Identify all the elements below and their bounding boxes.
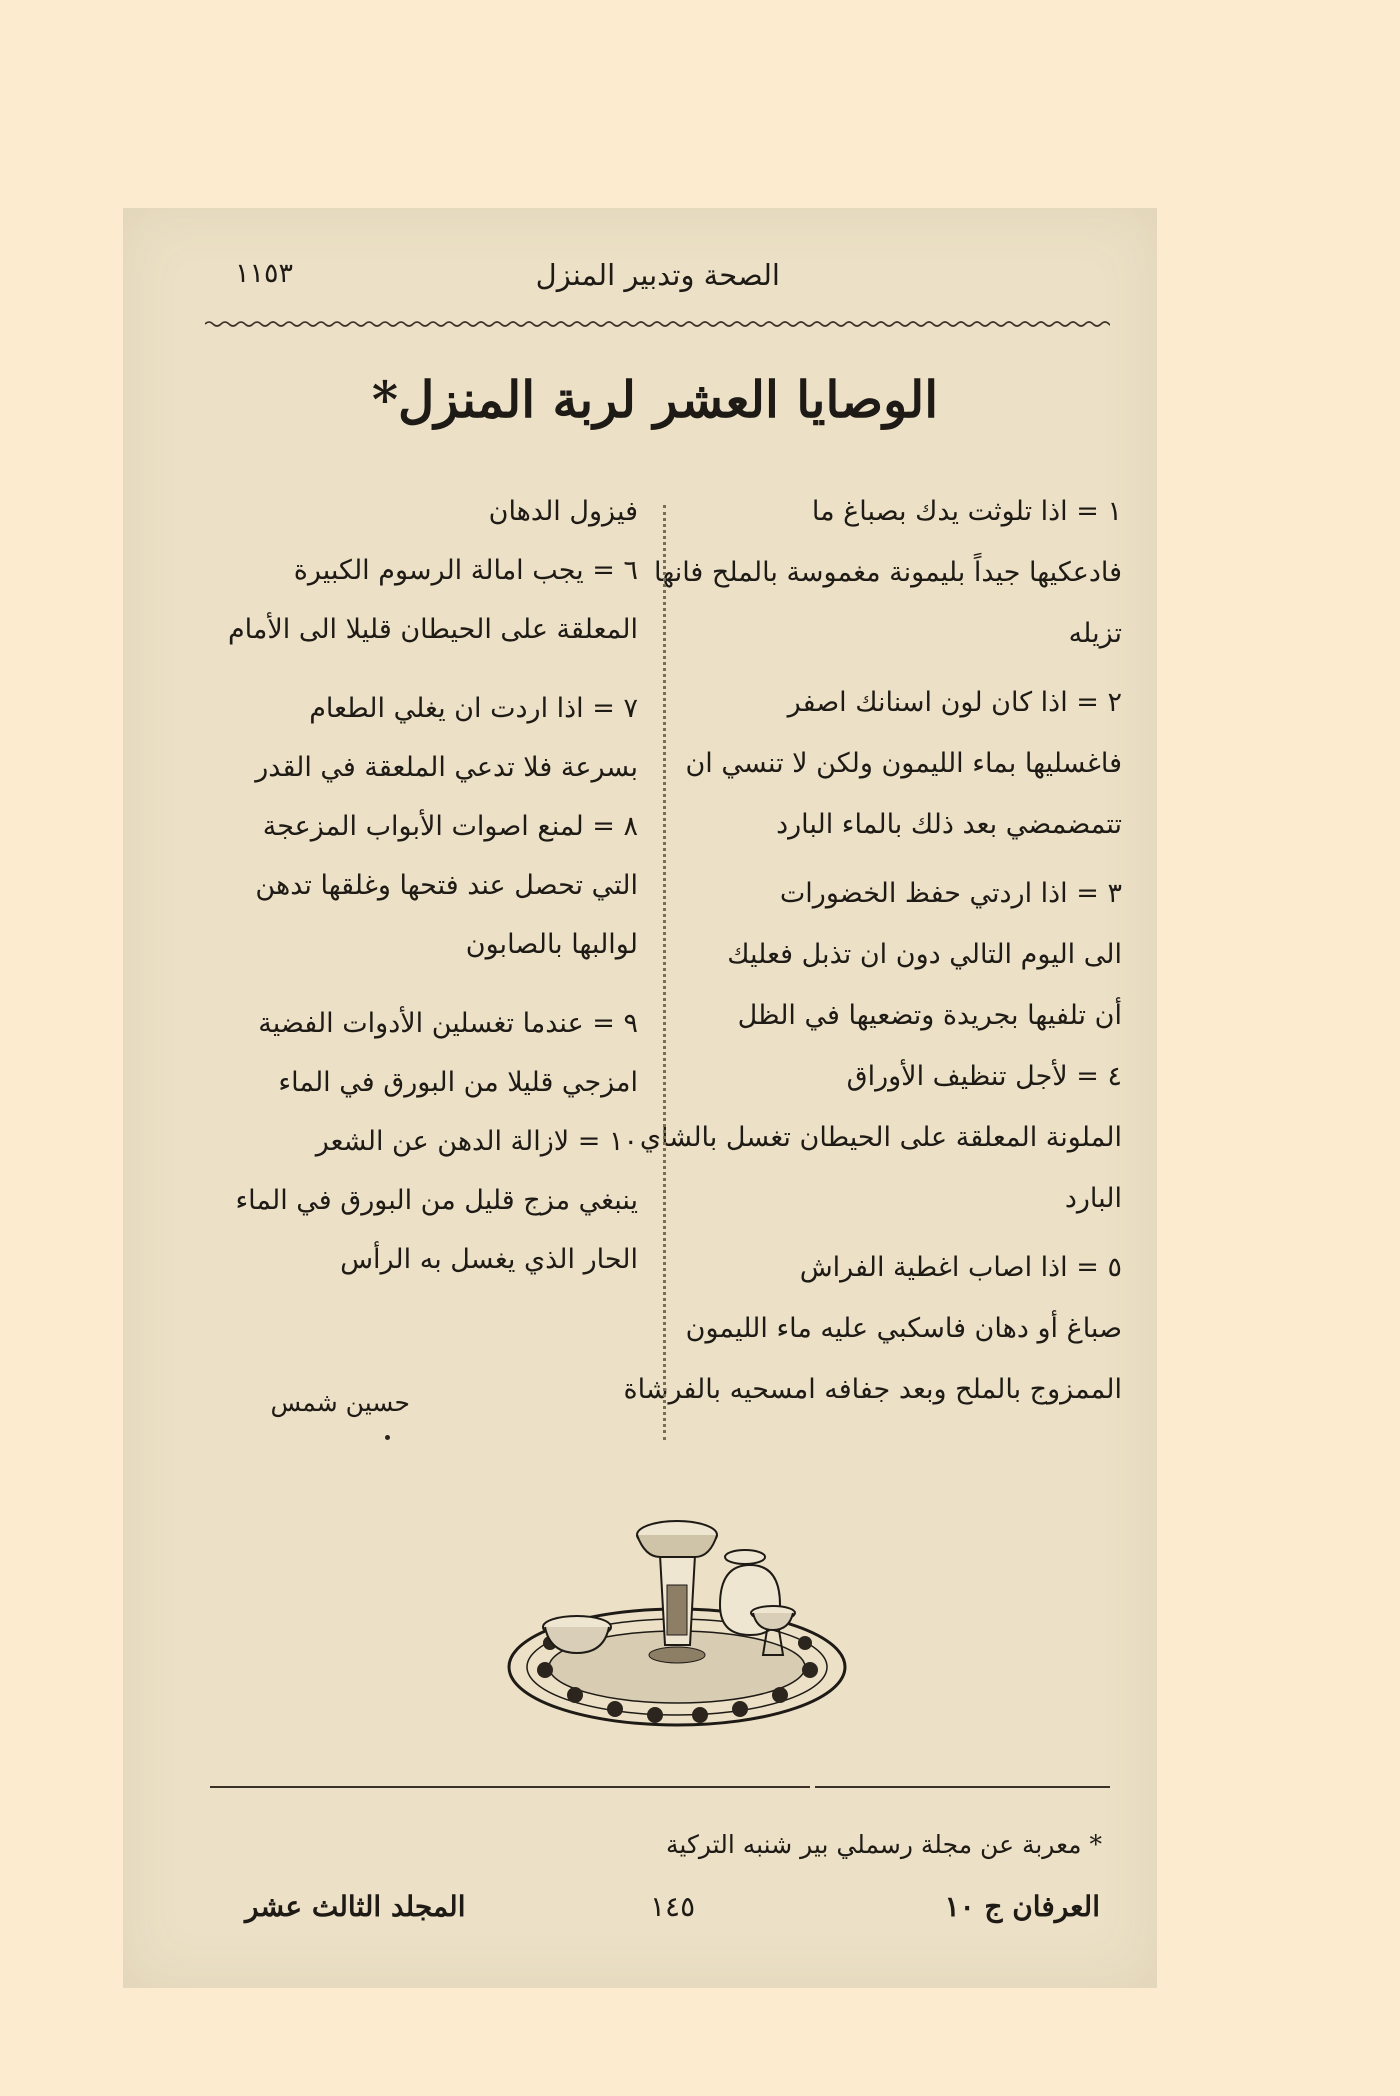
text-line: ٣ = اذا اردتي حفظ الخضورات	[779, 878, 1122, 909]
text-line: الملونة المعلقة على الحيطان تغسل بالشاي	[639, 1122, 1122, 1153]
footer-page-number: ١٤٥	[650, 1890, 696, 1923]
text-line: فيزول الدهان	[488, 496, 638, 527]
column-divider	[663, 505, 666, 1440]
text-line: ٦ = يجب امالة الرسوم الكبيرة	[293, 555, 638, 586]
text-line: ٧ = اذا اردت ان يغلي الطعام	[309, 693, 638, 724]
text-line: ٩ = عندما تغسلين الأدوات الفضية	[258, 1008, 638, 1039]
text-line: فادعكيها جيداً بليمونة مغموسة بالملح فانها	[654, 557, 1122, 588]
right-column	[623, 492, 1122, 1431]
text-line: أن تلفيها بجريدة وتضعيها في الظل	[737, 1000, 1122, 1031]
ink-dot	[385, 1435, 390, 1440]
footnote-rule	[815, 1786, 1110, 1788]
page-footer	[230, 1890, 1100, 1934]
text-line: البارد	[1064, 1183, 1122, 1214]
section-title: الصحة وتدبير المنزل	[535, 258, 780, 292]
text-line: بسرعة فلا تدعي الملعقة في القدر	[255, 752, 638, 783]
text-line: ٥ = اذا اصاب اغطية الفراش	[799, 1252, 1122, 1283]
text-line: تزيله	[1068, 618, 1122, 649]
tea-set-illustration	[505, 1495, 850, 1735]
text-line: تتمضمضي بعد ذلك بالماء البارد	[776, 809, 1122, 840]
article-title: الوصايا العشر لربة المنزل*	[371, 370, 939, 429]
text-line: امزجي قليلا من البورق في الماء	[278, 1067, 638, 1098]
footnote-rule	[210, 1786, 810, 1788]
author-signature: حسين شمس	[270, 1388, 410, 1417]
text-line: التي تحصل عند فتحها وغلقها تدهن	[255, 870, 638, 901]
text-line: ١٠ = لازالة الدهن عن الشعر	[315, 1126, 638, 1157]
page-number: ١١٥٣	[235, 258, 294, 289]
text-line: صباغ أو دهان فاسكبي عليه ماء الليمون	[685, 1313, 1122, 1344]
text-line: ١ = اذا تلوثت يدك بصباغ ما	[811, 496, 1122, 527]
text-line: ينبغي مزج قليل من البورق في الماء	[235, 1185, 638, 1216]
footnote: * معربة عن مجلة رسملي بير شنبه التركية	[666, 1830, 1102, 1859]
text-line: لوالبها بالصابون	[465, 929, 638, 960]
wavy-rule	[205, 318, 1110, 330]
text-line: ٨ = لمنع اصوات الأبواب المزعجة	[262, 811, 638, 842]
running-head	[205, 258, 1110, 298]
text-line: الممزوج بالملح وبعد جفافه امسحيه بالفرشاة	[623, 1374, 1122, 1405]
left-column	[183, 492, 638, 1299]
text-line: الى اليوم التالي دون ان تذبل فعليك	[727, 939, 1122, 970]
text-line: المعلقة على الحيطان قليلا الى الأمام	[227, 614, 638, 645]
text-line: الحار الذي يغسل به الرأس	[340, 1244, 638, 1275]
journal-issue: العرفان ج ١٠	[944, 1890, 1100, 1923]
text-line: فاغسليها بماء الليمون ولكن لا تنسي ان	[685, 748, 1122, 779]
text-line: ٢ = اذا كان لون اسنانك اصفر	[787, 687, 1122, 718]
text-line: ٤ = لأجل تنظيف الأوراق	[846, 1061, 1122, 1092]
volume-label: المجلد الثالث عشر	[245, 1890, 466, 1923]
